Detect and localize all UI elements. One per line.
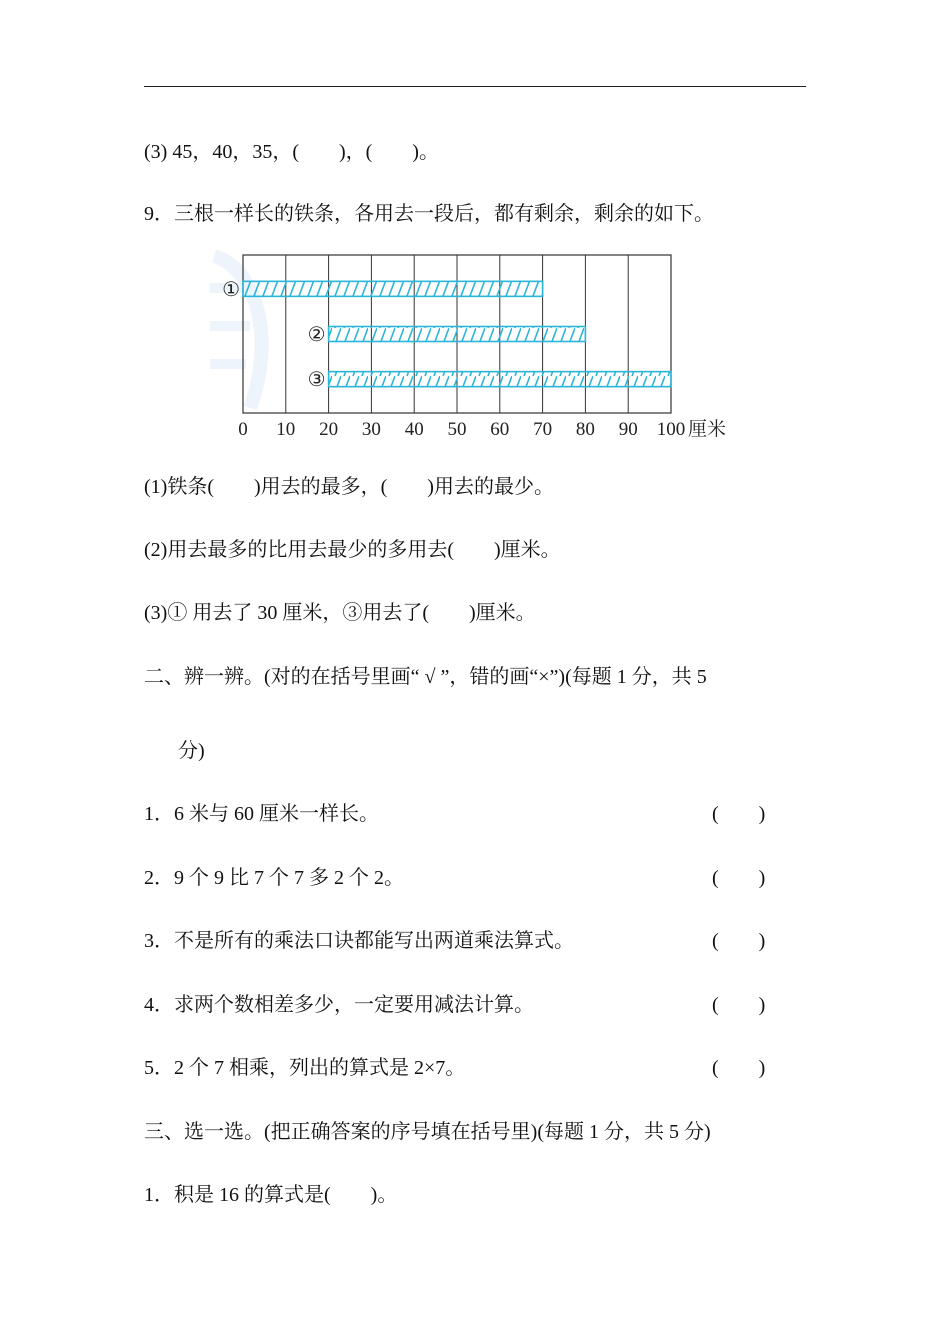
s2-item-1: 1．6 米与 60 厘米一样长。 [144,803,379,825]
q9-sub3: (3)① 用去了 30 厘米，③用去了( )厘米。 [144,602,536,624]
s2-item-4: 4．求两个数相差多少，一定要用减法计算。 [144,994,534,1016]
x-tick-label: 0 [238,419,248,440]
x-tick-label: 60 [490,419,510,440]
x-tick-label: 40 [404,419,424,440]
bar-label-2: ② [307,324,326,346]
iron-bar-diagram [206,248,746,444]
x-tick-label: 30 [361,419,381,440]
q9-sub2: (2)用去最多的比用去最少的多用去( )厘米。 [144,539,561,561]
x-unit-label: 厘米 [688,419,727,440]
section2-title: 二、辨一辨。(对的在括号里画“ √ ”，错的画“×”)(每题 1 分，共 5 [144,666,707,688]
section3-title: 三、选一选。(把正确答案的序号填在括号里)(每题 1 分，共 5 分) [144,1121,711,1143]
s2-item-3-answer[interactable]: ( ) [712,930,766,952]
x-tick-label: 50 [447,419,467,440]
s2-item-1-answer[interactable]: ( ) [712,803,766,825]
s2-item-4-answer[interactable]: ( ) [712,994,766,1016]
s3-q1: 1．积是 16 的算式是( )。 [144,1184,398,1206]
q9-sub1: (1)铁条( )用去的最多，( )用去的最少。 [144,476,554,498]
q9-stem: 9．三根一样长的铁条，各用去一段后，都有剩余，剩余的如下。 [144,203,714,225]
bar-3 [329,372,671,387]
s2-item-2: 2．9 个 9 比 7 个 7 多 2 个 2。 [144,867,404,889]
s2-item-2-answer[interactable]: ( ) [712,867,766,889]
x-tick-label: 100 [656,419,686,440]
s2-item-5-answer[interactable]: ( ) [712,1057,766,1079]
bar-label-1: ① [222,278,240,301]
s2-item-5: 5．2 个 7 相乘，列出的算式是 2×7。 [144,1057,466,1079]
section2-title-cont: 分) [178,740,205,762]
x-tick-labels [238,418,726,440]
x-tick-label: 20 [319,419,339,440]
header-rule [144,86,806,87]
x-tick-label: 80 [575,419,595,440]
bar-2 [329,327,586,342]
s2-item-3: 3．不是所有的乘法口诀都能写出两道乘法算式。 [144,930,574,952]
bar-label-3: ③ [307,369,326,392]
x-tick-label: 10 [276,419,296,440]
x-tick-label: 90 [618,419,638,440]
x-tick-label: 70 [533,419,553,440]
q8-part3: (3) 45，40，35，( )，( )。 [144,141,439,163]
bar-1 [243,281,543,296]
